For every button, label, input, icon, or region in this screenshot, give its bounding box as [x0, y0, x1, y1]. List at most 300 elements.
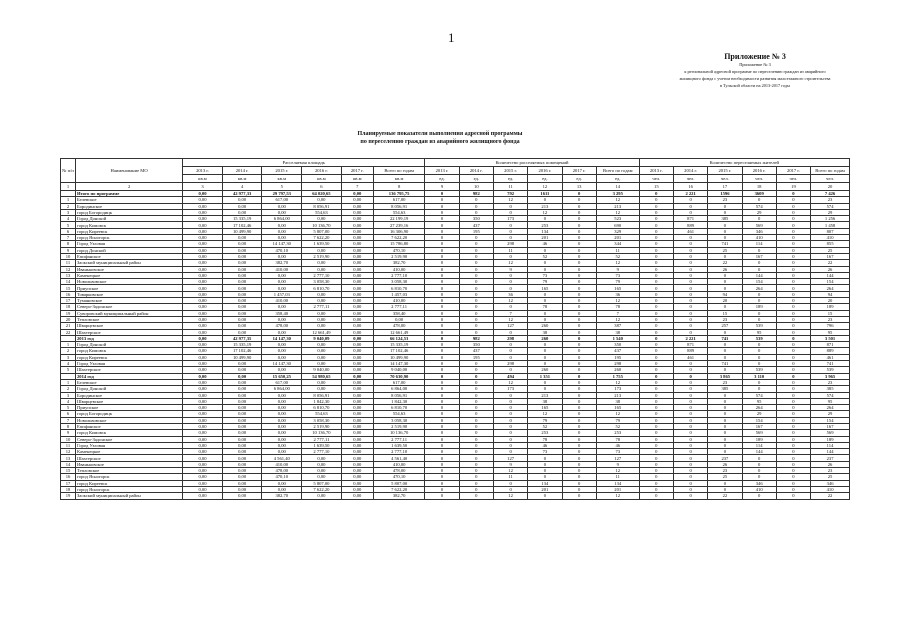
value-cell: 0	[562, 342, 596, 348]
value-cell: 0,00	[341, 423, 373, 429]
value-cell: 9 040,09	[302, 335, 342, 341]
value-cell: 0	[639, 398, 673, 404]
value-cell: 195	[596, 354, 639, 360]
value-cell: 8 056,91	[302, 392, 342, 398]
value-cell: 0	[708, 480, 742, 486]
value-cell: 0	[562, 285, 596, 291]
unit-header: ед.	[459, 175, 493, 183]
value-cell: 0	[639, 474, 673, 480]
value-cell: 189	[742, 304, 776, 310]
value-cell: 0,00	[222, 285, 262, 291]
value-cell: 0,00	[341, 449, 373, 455]
value-cell: 0	[528, 247, 562, 253]
value-cell: 0	[639, 342, 673, 348]
municipality-name: Северо-Задонское	[76, 304, 183, 310]
value-cell: 0	[708, 417, 742, 423]
value-cell: 12	[596, 316, 639, 322]
value-cell: 0	[673, 461, 707, 467]
value-cell: 0,00	[341, 197, 373, 203]
value-cell: 0	[562, 291, 596, 297]
value-cell: 0	[562, 474, 596, 480]
value-cell: 0	[708, 342, 742, 348]
value-cell: 0	[639, 392, 673, 398]
value-cell: 7	[493, 310, 527, 316]
value-cell: 0	[493, 423, 527, 429]
value-cell: 213	[528, 203, 562, 209]
value-cell: 0	[425, 361, 459, 367]
value-cell: 8 056,91	[373, 392, 425, 398]
municipality-name: Иваньковское	[76, 461, 183, 467]
value-cell: 213	[596, 392, 639, 398]
appendix-line: в Тульской области на 2013-2017 годы	[719, 83, 791, 88]
value-cell: 0	[459, 486, 493, 492]
value-cell: 46	[596, 442, 639, 448]
value-cell: 0	[776, 329, 810, 335]
value-cell: 470,10	[373, 474, 425, 480]
value-cell: 0,00	[222, 480, 262, 486]
value-cell: 0	[673, 247, 707, 253]
value-cell: 0	[639, 430, 673, 436]
value-cell: 0	[528, 310, 562, 316]
value-cell: 0,00	[262, 411, 302, 417]
value-cell: 889	[673, 222, 707, 228]
value-cell: 0,00	[341, 304, 373, 310]
value-cell: 0	[425, 342, 459, 348]
unit-header: чел.	[811, 175, 850, 183]
value-cell: 7 622,20	[373, 486, 425, 492]
value-cell: 0,00	[222, 436, 262, 442]
value-cell: 213	[528, 392, 562, 398]
value-cell: 410	[811, 235, 850, 241]
value-cell: 0,00	[302, 361, 342, 367]
value-cell: 0,00	[341, 354, 373, 360]
value-cell: 264	[811, 405, 850, 411]
municipality-name: Тумановское	[76, 298, 183, 304]
value-cell: 0,00	[183, 279, 223, 285]
municipality-name: Город Донской	[76, 342, 183, 348]
value-cell: 0,00	[183, 379, 223, 385]
value-cell: 0	[708, 253, 742, 259]
municipality-name: Город Узловая	[76, 442, 183, 448]
value-cell: 0	[493, 480, 527, 486]
value-cell: 0	[742, 461, 776, 467]
value-cell: 0	[742, 316, 776, 322]
value-cell: 0,00	[341, 310, 373, 316]
value-cell: 0	[708, 279, 742, 285]
value-cell: 0,00	[262, 304, 302, 310]
value-cell: 0	[708, 405, 742, 411]
value-cell: 0	[425, 247, 459, 253]
value-cell: 329	[596, 228, 639, 234]
value-cell: 0,00	[341, 272, 373, 278]
row-number: 9	[61, 430, 76, 436]
value-cell: 0,00	[183, 323, 223, 329]
value-cell: 0	[493, 235, 527, 241]
value-cell: 0	[673, 423, 707, 429]
value-cell: 0	[425, 348, 459, 354]
total-header: Всего по годам	[811, 167, 850, 175]
value-cell: 0,00	[183, 335, 223, 341]
value-cell: 0	[493, 417, 527, 423]
value-cell: 0,00	[183, 423, 223, 429]
value-cell: 14 147,30	[262, 335, 302, 341]
value-cell: 0,00	[262, 209, 302, 215]
value-cell: 0	[708, 367, 742, 373]
value-cell: 569	[742, 430, 776, 436]
row-number: 5	[61, 222, 76, 228]
row-number: 13	[61, 455, 76, 461]
value-cell: 0	[562, 405, 596, 411]
value-cell: 410	[742, 486, 776, 492]
value-cell: 0,00	[262, 342, 302, 348]
value-cell: 0	[639, 329, 673, 335]
value-cell: 0,00	[302, 216, 342, 222]
municipality-name: Шахтерское	[76, 455, 183, 461]
value-cell: 0,00	[183, 348, 223, 354]
municipality-name: Бородинское	[76, 203, 183, 209]
appendix-block	[655, 52, 855, 89]
value-cell: 0,00	[222, 423, 262, 429]
value-cell: 0	[562, 266, 596, 272]
row-number: 17	[61, 480, 76, 486]
value-cell: 260	[596, 367, 639, 373]
value-cell: 0,00	[262, 423, 302, 429]
value-cell: 0	[562, 197, 596, 203]
value-cell: 0	[425, 323, 459, 329]
value-cell: 0	[776, 392, 810, 398]
value-cell: 0,00	[183, 304, 223, 310]
value-cell: 0	[562, 209, 596, 215]
value-cell: 3609	[742, 191, 776, 197]
value-cell: 0	[776, 216, 810, 222]
value-cell: 0,00	[183, 417, 223, 423]
row-number: 13	[61, 272, 76, 278]
value-cell: 539	[742, 367, 776, 373]
column-index: 19	[776, 183, 810, 191]
value-cell: 6 810,70	[373, 405, 425, 411]
value-cell: 0	[493, 228, 527, 234]
value-cell: 0	[708, 398, 742, 404]
value-cell: 807	[811, 228, 850, 234]
value-cell: 0,00	[302, 493, 342, 499]
value-cell: 617,00	[373, 197, 425, 203]
value-cell: 0,00	[341, 480, 373, 486]
value-cell: 0	[493, 436, 527, 442]
value-cell: 0,00	[222, 398, 262, 404]
value-cell: 46	[528, 241, 562, 247]
value-cell: 2 777,10	[302, 272, 342, 278]
value-cell: 23	[708, 468, 742, 474]
column-index: 20	[811, 183, 850, 191]
value-cell: 0	[493, 222, 527, 228]
value-cell: 0,00	[183, 203, 223, 209]
value-cell: 0	[425, 367, 459, 373]
value-cell: 410,00	[262, 298, 302, 304]
value-cell: 0	[673, 197, 707, 203]
value-cell: 0,00	[302, 316, 342, 322]
value-cell: 0	[493, 272, 527, 278]
municipality-name: город Богородицк	[76, 209, 183, 215]
value-cell: 0	[776, 342, 810, 348]
column-index: 2	[76, 183, 183, 191]
value-cell: 1 457,03	[262, 291, 302, 297]
value-cell: 539	[742, 335, 776, 341]
column-index: 4	[222, 183, 262, 191]
appendix-line: Приложение № 3	[739, 62, 771, 67]
value-cell: 0	[425, 411, 459, 417]
column-index: 6	[302, 183, 342, 191]
value-cell: 385	[811, 386, 850, 392]
value-cell: 617,00	[262, 379, 302, 385]
value-cell: 0,00	[183, 298, 223, 304]
value-cell: 0,00	[262, 253, 302, 259]
value-cell: 0	[425, 209, 459, 215]
value-cell: 0,00	[222, 486, 262, 492]
row-number: 22	[61, 329, 76, 335]
value-cell: 0,00	[222, 323, 262, 329]
value-cell: 0	[562, 348, 596, 354]
value-cell: 617,00	[262, 197, 302, 203]
value-cell: 12 661,49	[302, 329, 342, 335]
unit-header: кв.м	[262, 175, 302, 183]
value-cell: 0,00	[341, 398, 373, 404]
value-cell: 410	[742, 235, 776, 241]
value-cell: 0	[673, 480, 707, 486]
value-cell: 0,00	[222, 310, 262, 316]
value-cell: 0,00	[222, 461, 262, 467]
value-cell: 0	[673, 203, 707, 209]
value-cell: 9 040,00	[373, 367, 425, 373]
value-cell: 10 136,70	[373, 430, 425, 436]
value-cell: 26	[708, 461, 742, 467]
value-cell: 574	[742, 203, 776, 209]
value-cell: 38	[528, 329, 562, 335]
value-cell: 0	[425, 191, 459, 197]
value-cell: 23	[708, 197, 742, 203]
value-cell: 0	[639, 197, 673, 203]
value-cell: 0	[528, 197, 562, 203]
value-cell: 1 457,03	[373, 291, 425, 297]
value-cell: 0,00	[222, 386, 262, 392]
value-cell: 0	[708, 348, 742, 354]
value-cell: 2 221	[673, 335, 707, 341]
municipality-name: Шварцевское	[76, 323, 183, 329]
value-cell: 0,00	[183, 191, 223, 197]
value-cell: 0	[425, 291, 459, 297]
value-cell: 0,00	[341, 436, 373, 442]
value-cell: 0	[639, 191, 673, 197]
value-cell: 0	[562, 392, 596, 398]
value-cell: 14 147,30	[262, 361, 302, 367]
value-cell: 0	[673, 493, 707, 499]
value-cell: 0	[425, 253, 459, 259]
value-cell: 0	[673, 253, 707, 259]
value-cell: 0	[673, 442, 707, 448]
value-cell: 1 540	[596, 335, 639, 341]
value-cell: 0,00	[341, 361, 373, 367]
value-cell: 0	[562, 329, 596, 335]
value-cell: 14 147,30	[373, 361, 425, 367]
value-cell: 0	[742, 342, 776, 348]
value-cell: 0	[459, 423, 493, 429]
column-index: 1	[61, 183, 76, 191]
value-cell: 0	[528, 291, 562, 297]
municipality-name: город Ясногорск	[76, 474, 183, 480]
value-cell: 114	[742, 241, 776, 247]
value-cell: 0	[673, 386, 707, 392]
value-cell: 0,00	[341, 279, 373, 285]
municipality-name: Город Донской	[76, 216, 183, 222]
value-cell: 0	[776, 449, 810, 455]
value-cell: 0,00	[373, 316, 425, 322]
value-cell: 0	[493, 209, 527, 215]
municipality-name: город Киреевск	[76, 480, 183, 486]
value-cell: 253	[528, 222, 562, 228]
value-cell: 0,00	[183, 493, 223, 499]
value-cell: 0	[425, 480, 459, 486]
value-cell: 0,00	[262, 430, 302, 436]
value-cell: 554,63	[302, 411, 342, 417]
value-cell: 410,00	[262, 461, 302, 467]
value-cell: 0	[459, 197, 493, 203]
value-cell: 127	[493, 323, 527, 329]
value-cell: 14 147,30	[262, 241, 302, 247]
value-cell: 0	[639, 304, 673, 310]
value-cell: 9 040,00	[302, 367, 342, 373]
value-cell: 134	[596, 480, 639, 486]
value-cell: 0	[493, 203, 527, 209]
value-cell: 127	[493, 455, 527, 461]
value-cell: 470,10	[262, 247, 302, 253]
row-number: 15	[61, 285, 76, 291]
value-cell: 741	[811, 361, 850, 367]
value-cell: 17 102,46	[222, 348, 262, 354]
value-cell: 0	[742, 386, 776, 392]
value-cell: 0	[493, 411, 527, 417]
value-cell: 2 519,90	[373, 423, 425, 429]
total-header: Всего по годам	[373, 167, 425, 175]
value-cell: 0,00	[341, 329, 373, 335]
value-cell: 173	[493, 216, 527, 222]
row-number: 6	[61, 228, 76, 234]
municipality-name: Итого по программе	[76, 191, 183, 197]
value-cell: 0,00	[302, 291, 342, 297]
value-cell: 0	[639, 253, 673, 259]
value-cell: 0,00	[183, 291, 223, 297]
value-cell: 523	[596, 216, 639, 222]
value-cell: 114	[811, 442, 850, 448]
value-cell: 0	[776, 304, 810, 310]
value-cell: 0	[639, 468, 673, 474]
value-cell: 15 335,19	[222, 216, 262, 222]
value-cell: 0	[673, 468, 707, 474]
value-cell: 95	[742, 329, 776, 335]
value-cell: 0	[562, 455, 596, 461]
value-cell: 0	[639, 266, 673, 272]
municipality-name: Северо-Задонское	[76, 436, 183, 442]
row-number: 4	[61, 361, 76, 367]
value-cell: 3 058,30	[373, 279, 425, 285]
value-cell: 0	[639, 386, 673, 392]
municipality-name: Суворовский муниципальный район	[76, 310, 183, 316]
value-cell: 201	[528, 486, 562, 492]
value-cell: 237	[708, 455, 742, 461]
value-cell: 0	[459, 411, 493, 417]
value-cell: 66 124,53	[373, 335, 425, 341]
value-cell: 0	[673, 474, 707, 480]
value-cell: 0	[776, 279, 810, 285]
value-cell: 0	[776, 247, 810, 253]
value-cell: 1 755	[596, 373, 639, 379]
value-cell: 0	[776, 405, 810, 411]
value-cell: 3 865	[708, 373, 742, 379]
value-cell: 0,00	[222, 430, 262, 436]
title-line: по переселению граждан из аварийного жилищного фонда	[360, 139, 520, 145]
value-cell: 1 351	[528, 373, 562, 379]
value-cell: 0,00	[341, 474, 373, 480]
municipality-name: Тепловское	[76, 468, 183, 474]
value-cell: 0,00	[341, 228, 373, 234]
value-cell: 5 807,00	[302, 228, 342, 234]
value-cell: 0,00	[222, 291, 262, 297]
value-cell: 0	[562, 316, 596, 322]
value-cell: 0	[459, 405, 493, 411]
value-cell: 0	[639, 354, 673, 360]
value-cell: 0	[459, 266, 493, 272]
value-cell: 257	[708, 323, 742, 329]
value-cell: 0	[459, 260, 493, 266]
value-cell: 0	[562, 461, 596, 467]
value-cell: 0	[425, 335, 459, 341]
value-cell: 0	[459, 298, 493, 304]
value-cell: 0	[673, 266, 707, 272]
row-number: 11	[61, 442, 76, 448]
value-cell: 29	[811, 411, 850, 417]
value-cell: 0	[528, 474, 562, 480]
value-cell: 0	[639, 310, 673, 316]
value-cell: 741	[708, 241, 742, 247]
value-cell: 0	[562, 310, 596, 316]
value-cell: 0	[528, 455, 562, 461]
value-cell: 0	[673, 329, 707, 335]
value-cell: 0	[425, 436, 459, 442]
unit-header: ед.	[493, 175, 527, 183]
value-cell: 0	[639, 291, 673, 297]
value-cell: 0	[562, 241, 596, 247]
value-cell: 0,00	[341, 266, 373, 272]
value-cell: 0,00	[262, 329, 302, 335]
value-cell: 17 102,46	[373, 348, 425, 354]
value-cell: 0	[459, 361, 493, 367]
value-cell: 0,00	[183, 486, 223, 492]
value-cell: 0	[528, 298, 562, 304]
value-cell: 78	[596, 304, 639, 310]
value-cell: 0,00	[341, 285, 373, 291]
year-header: 2014 г.	[459, 167, 493, 175]
value-cell: 2 519,90	[302, 423, 342, 429]
value-cell: 0	[528, 461, 562, 467]
value-cell: 0	[459, 323, 493, 329]
value-cell: 0	[742, 493, 776, 499]
value-cell: 0,00	[183, 430, 223, 436]
value-cell: 0	[776, 468, 810, 474]
value-cell: 0	[459, 310, 493, 316]
value-cell: 0,00	[262, 235, 302, 241]
value-cell: 1 458	[811, 222, 850, 228]
value-cell: 0	[639, 493, 673, 499]
value-cell: 0	[562, 203, 596, 209]
row-number: 12	[61, 266, 76, 272]
